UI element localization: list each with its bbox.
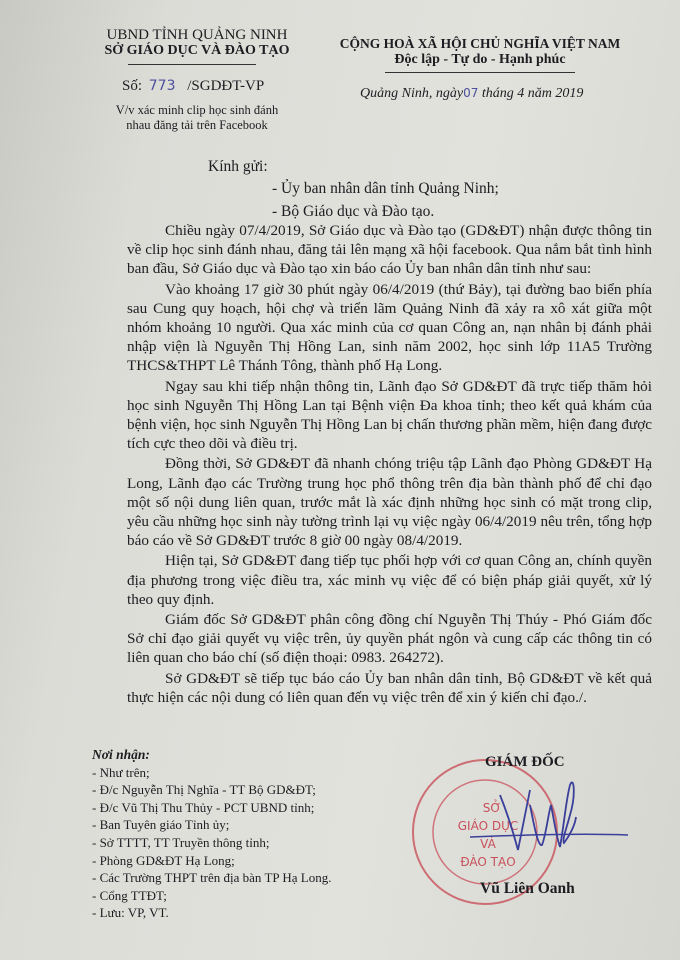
subject-line-1: V/v xác minh clip học sinh đánh — [115, 103, 279, 117]
recipient-item: - Lưu: VP, VT. — [92, 905, 169, 921]
signer-name: Vũ Liên Oanh — [480, 880, 575, 897]
recipient-item: - Các Trường THPT trên địa bàn TP Hạ Long. — [92, 870, 332, 886]
document-body — [127, 221, 652, 707]
number-prefix: Số: — [122, 78, 143, 94]
recipient-item: - Phòng GD&ĐT Hạ Long; — [92, 852, 235, 868]
recipient-item: - Ban Tuyên giáo Tỉnh ủy; — [92, 817, 230, 833]
paragraph: Hiện tại, Sở GD&ĐT đang tiếp tục phối hợp với cơ quan Công an, chính quyền địa phương trong việc điều tra, xác minh vụ việc để có biện pháp giải quyết, xử lý theo quy định. — [127, 552, 652, 608]
paragraph: Chiều ngày 07/4/2019, Sở Giáo dục và Đào tạo (GD&ĐT) nhận được thông tin về clip học sinh đánh nhau, đăng tải lên mạng xã hội facebook. Qua nắm bắt tình hình ban đầu, Sở Giáo dục và Đào tạo xin báo cáo Ủy ban nhân dân tỉnh như sau: — [127, 222, 652, 278]
number-handwritten: 773 — [148, 78, 176, 94]
number-suffix: /SGDĐT-VP — [187, 78, 265, 94]
agency-underline — [128, 64, 256, 65]
recipient-item: - Như trên; — [92, 764, 150, 780]
agency-name: SỞ GIÁO DỤC VÀ ĐÀO TẠO — [104, 43, 290, 58]
recipient-item: - Cổng TTĐT; — [92, 887, 167, 903]
paragraph: Giám đốc Sở GD&ĐT phân công đồng chí Nguyễn Thị Thúy - Phó Giám đốc Sở chỉ đạo giải quyết vụ việc trên, ủy quyền phát ngôn và cung cấp các thông tin có liên quan cho báo chí (số điện thoại: 0983. 264272). — [127, 611, 652, 667]
date-prefix: Quảng Ninh, ngày — [360, 86, 464, 101]
date-suffix: tháng 4 năm 2019 — [481, 86, 584, 101]
recipient-item: - Đ/c Nguyễn Thị Nghĩa - TT Bộ GD&ĐT; — [92, 782, 316, 798]
paragraph: Đồng thời, Sở GD&ĐT đã nhanh chóng triệu tập Lãnh đạo Phòng GD&ĐT Hạ Long, Lãnh đạo các Trường trung học phổ thông trên địa bàn thành phố để chỉ đạo một số nội dung liên quan, trước mắt là xác định những học sinh có mặt trong clip, yêu cầu những học sinh này tường trình lại vụ việc ngày 06/4/2019 nêu trên, tổng hợp báo cáo về Sở GD&ĐT trước 8 giờ 00 ngày 08/4/2019. — [127, 455, 652, 550]
stamp-text: ĐÀO TẠO — [460, 855, 516, 869]
signer-title: GIÁM ĐỐC — [485, 754, 565, 770]
paragraph: Ngay sau khi tiếp nhận thông tin, Lãnh đạo Sở GD&ĐT đã trực tiếp thăm hỏi học sinh Nguyễn Thị Hồng Lan tại Bệnh viện Đa khoa tỉnh; theo kết quả khám của bệnh viện, học sinh Nguyễn Thị Hồng Lan bị chấn thương phần mềm, hiện đang được tích cực theo dõi và điều trị. — [127, 377, 652, 453]
subject-line-2: nhau đăng tải trên Facebook — [126, 118, 268, 132]
stamp-text: GIÁO DỤC — [457, 819, 519, 833]
addressee-2: - Bộ Giáo dục và Đào tạo. — [272, 203, 435, 220]
handwritten-signature — [430, 775, 630, 865]
date-day: 07 — [463, 86, 479, 100]
country-name: CỘNG HOÀ XÃ HỘI CHỦ NGHĨA VIỆT NAM — [339, 36, 621, 51]
salutation: Kính gửi: — [208, 158, 268, 175]
agency-parent: UBND TỈNH QUẢNG NINH — [106, 27, 288, 43]
stamp-text: SỞ — [482, 801, 502, 815]
recipient-item: - Đ/c Vũ Thị Thu Thủy - PCT UBND tỉnh; — [92, 799, 315, 815]
document-number — [122, 78, 264, 95]
addressee-1: - Ủy ban nhân dân tỉnh Quảng Ninh; — [272, 180, 499, 197]
place-date — [360, 86, 583, 102]
recipients-title: Nơi nhận: — [92, 747, 150, 762]
recipients-list — [92, 746, 331, 922]
paragraph: Vào khoảng 17 giờ 30 phút ngày 06/4/2019 (thứ Bảy), tại đường bao biển phía sau Cung quy hoạch, hội chợ và triển lãm Quảng Ninh đã xảy ra xô xát giữa một nhóm khoảng 10 người. Qua xác minh của cơ quan Công an, nạn nhân bị đánh phải nhập viện là Nguyễn Thị Hồng Lan, sinh năm 2002, học sinh lớp 11A5 Trường THCS&THPT Lê Thánh Tông, thành phố Hạ Long. — [127, 280, 652, 375]
paragraph: Sở GD&ĐT sẽ tiếp tục báo cáo Ủy ban nhân dân tỉnh, Bộ GD&ĐT về kết quả thực hiện các nội dung có liên quan đến vụ việc trên để xin ý kiến chỉ đạo./. — [127, 669, 652, 706]
recipient-item: - Sở TTTT, TT Truyền thông tỉnh; — [92, 834, 270, 850]
stamp-text: VÀ — [480, 837, 496, 851]
motto: Độc lập - Tự do - Hạnh phúc — [394, 52, 566, 67]
motto-underline — [385, 72, 575, 73]
